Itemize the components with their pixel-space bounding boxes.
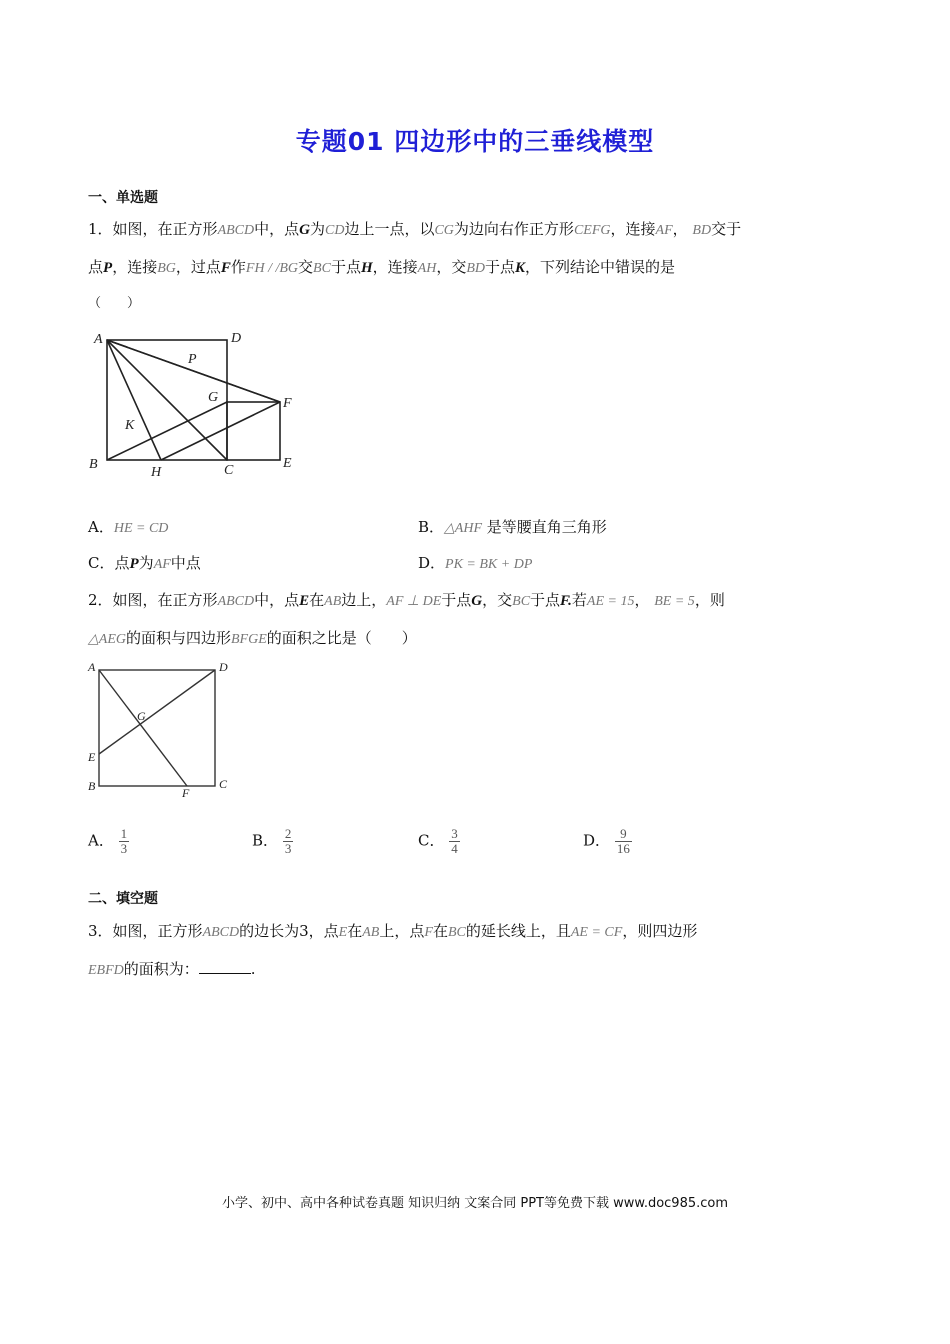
fig1-label-g: G xyxy=(208,390,219,405)
q2-line-2: △AEG的面积与四边形BFGE的面积之比是（ ） xyxy=(88,629,417,647)
square-cefg xyxy=(227,402,280,460)
q2-option-b[interactable]: B． $\frac{2}{3}$ xyxy=(252,826,292,856)
fig1-label-k: K xyxy=(125,418,135,433)
q1-option-b[interactable]: B．△AHF 是等腰直角三角形 xyxy=(418,518,607,536)
q1-line-2: 点P，连接BG，过点F作FH / /BG交BC于点H，连接AH，交BD于点K，下列结论中错误的是 xyxy=(88,258,676,276)
q2-option-a[interactable]: A． $\frac{1}{3}$ xyxy=(88,826,128,856)
q2-line-1: 2．如图，在正方形ABCD中，点E在AB边上，AF ⊥ DE于点G，交BC于点F.若AE = 15， BE = 5，则 xyxy=(88,591,725,609)
segment-af-dup xyxy=(107,340,280,402)
fig2-label-e: E xyxy=(88,750,96,764)
fig2-label-c: C xyxy=(219,777,228,791)
section-heading-fill-in: 二、填空题 xyxy=(88,891,158,907)
segment-ah xyxy=(107,340,161,460)
q2-option-c[interactable]: C． $\frac{3}{4}$ xyxy=(418,826,458,856)
section-heading-single-choice: 一、单选题 xyxy=(88,190,158,206)
q1-option-a[interactable]: A．HE = CD xyxy=(88,518,169,536)
q1-line-1: 1．如图，在正方形ABCD中，点G为CD边上一点，以CG为边向右作正方形CEFG，连接AF， BD交于 xyxy=(88,220,742,238)
q1-figure xyxy=(85,322,310,482)
q2-option-d[interactable]: D． $\frac{9}{16}$ xyxy=(583,826,630,856)
q1-answer-paren: （ ） xyxy=(88,296,141,311)
segment-af xyxy=(99,670,187,786)
fig1-label-p: P xyxy=(188,352,197,367)
q1-option-c[interactable]: C．点P为AF中点 xyxy=(88,554,201,572)
fig1-label-c: C xyxy=(224,463,234,478)
fig2-label-b: B xyxy=(88,779,96,793)
fig1-label-a: A xyxy=(94,332,103,347)
fig2-label-g: G xyxy=(137,709,146,723)
page-footer: 小学、初中、高中各种试卷真题 知识归纳 文案合同 PPT等免费下载 www.doc985.com xyxy=(221,1196,729,1211)
q3-line-1: 3．如图，正方形ABCD的边长为3，点E在AB上，点F在BC的延长线上，且AE = CF，则四边形 xyxy=(88,922,698,940)
square-abcd xyxy=(99,670,215,786)
q1-option-d[interactable]: D．PK = BK + DP xyxy=(418,554,533,572)
q2-figure xyxy=(85,658,235,800)
fig2-label-a: A xyxy=(88,660,96,674)
segment-de xyxy=(99,670,215,754)
page-title: 专题01 四边形中的三垂线模型 xyxy=(295,127,655,156)
fig1-label-h: H xyxy=(151,465,162,480)
segment-fh xyxy=(161,402,280,460)
q3-answer-blank[interactable] xyxy=(199,959,251,974)
fig1-label-f: F xyxy=(283,396,292,411)
fig1-label-d: D xyxy=(231,331,242,346)
fig2-label-d: D xyxy=(219,660,228,674)
fig1-label-e: E xyxy=(283,456,292,471)
q3-line-2: EBFD的面积为： . xyxy=(88,960,256,978)
fig1-label-b: B xyxy=(89,457,98,472)
fig2-label-f: F xyxy=(182,786,190,800)
